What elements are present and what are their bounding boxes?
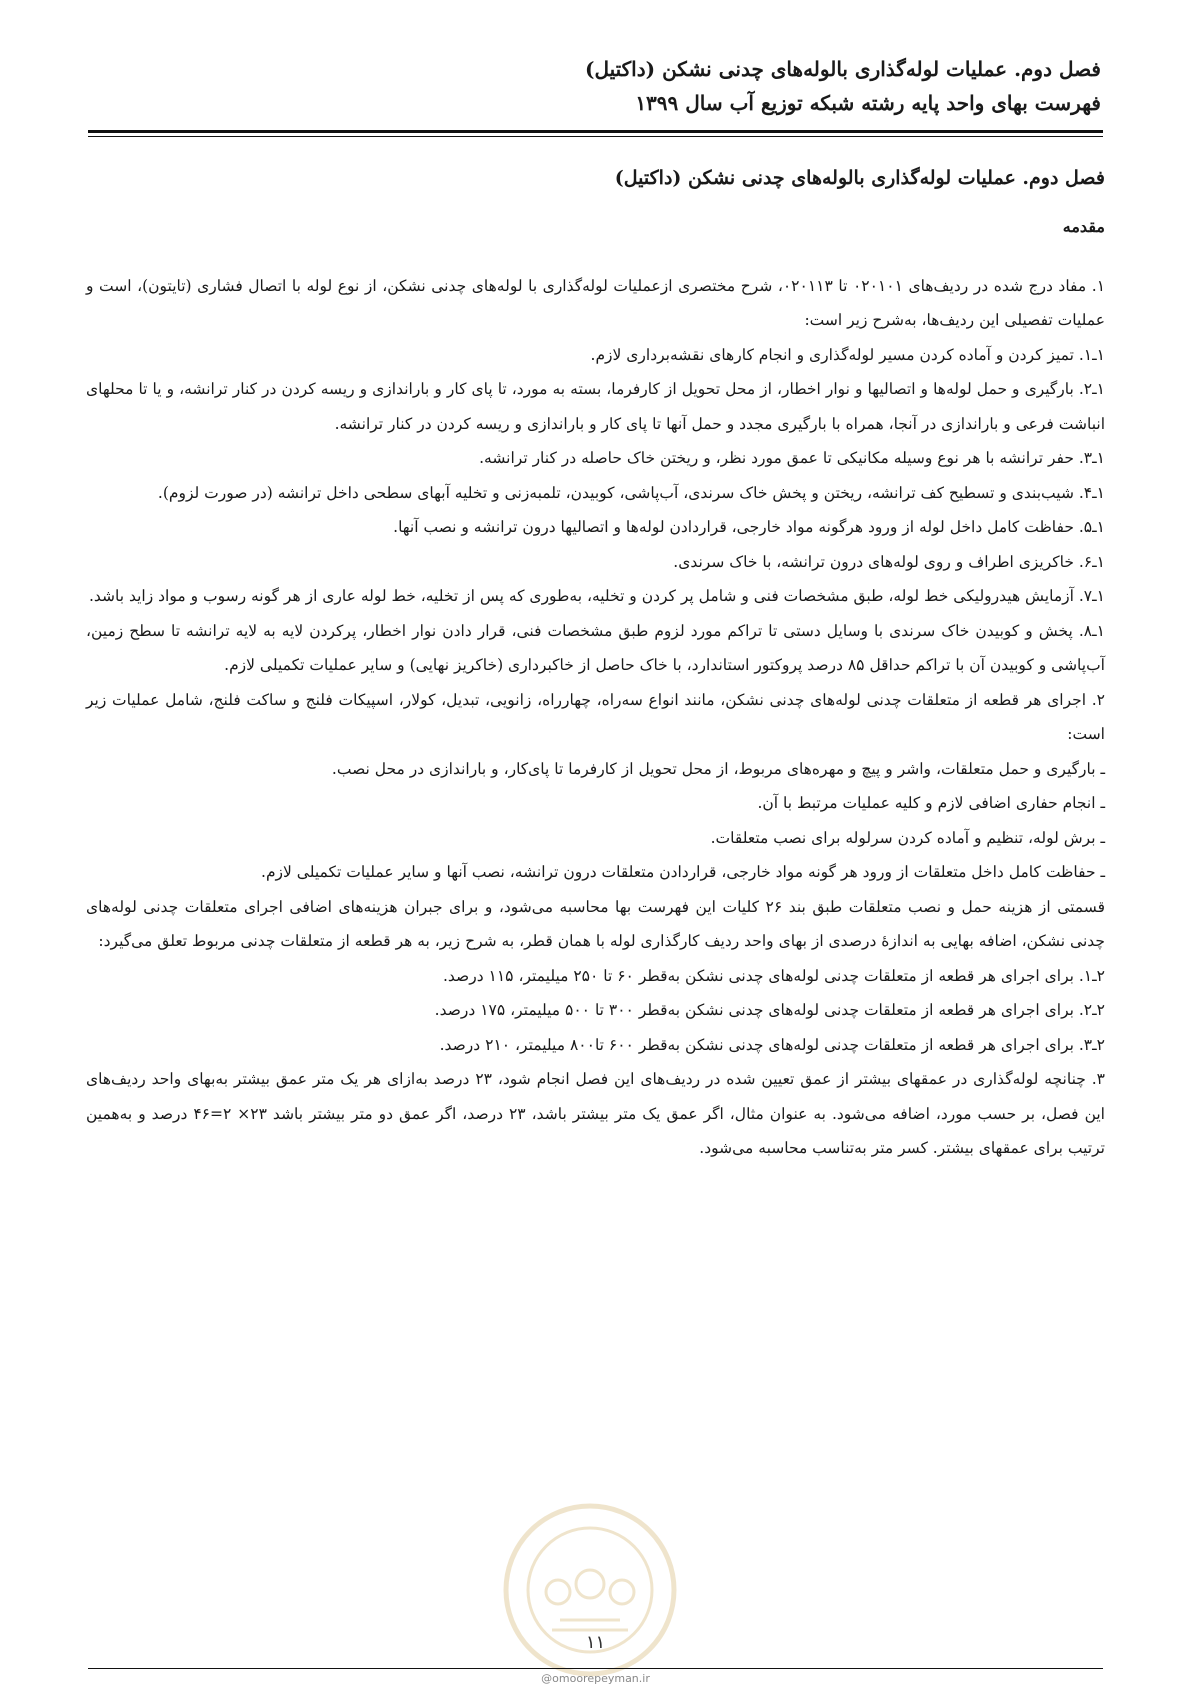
intro-heading: مقدمه (1062, 217, 1105, 236)
paragraph-1-2: ۱ـ۲. بارگیری و حمل لوله‌ها و اتصالیها و نوار اخطار، از محل تحویل از کارفرما، بسته به مورد، تا پای کار و باراندازی و ریسه کردن در کنار ترانشه، و یا تا محلهای انباشت فرعی و باراندازی در آنجا، همراه با بارگیری مجدد و حمل آنها تا پای کار و باراندازی و ریسه کردن در کنار ترانشه. (86, 380, 1105, 433)
main-content (86, 160, 1105, 1166)
page-number: ۱۱ (585, 1632, 606, 1653)
paragraph-1-8: ۱ـ۸. پخش و کوبیدن خاک سرندی با وسایل دستی تا تراکم مورد لزوم طبق مشخصات فنی، قرار دادن نوار اخطار، پرکردن لایه به لایه ترانشه تا سطح زمین، آب‌پاشی و کوبیدن آن با تراکم حداقل ۸۵ درصد پروکتور استاندارد، با خاک حاصل از خاکبرداری (خاکریز نهایی) و سایر عملیات تکمیلی لازم. (86, 621, 1105, 674)
header-rule-thin (88, 136, 1103, 137)
header-chapter-title: فصل دوم. عملیات لوله‌گذاری بالوله‌های چدنی نشکن (داکتیل) (584, 57, 1101, 81)
paragraph-2-1: ۲ـ۱. برای اجرای هر قطعه از متعلقات چدنی لوله‌های چدنی نشکن به‌قطر ۶۰ تا ۲۵۰ میلیمتر، ۱۱۵ درصد. (442, 966, 1105, 985)
paragraph-3: ۳. چنانچه لوله‌گذاری در عمقهای بیشتر از عمق تعیین شده در ردیف‌های این فصل انجام شود، ۲۳ درصد به‌ازای هر یک متر عمق بیشتر به‌بهای واحد ردیف‌های این فصل، بر حسب مورد، اضافه می‌شود. به عنوان مثال، اگر عمق یک متر بیشتر باشد، ۲۳ درصد، اگر عمق دو متر بیشتر باشد ۲۳× ۲=۴۶ درصد و به‌همین ترتیب برای عمقهای بیشتر. کسر متر به‌تناسب محاسبه می‌شود. (86, 1070, 1105, 1157)
watermark-seal-icon (500, 1500, 680, 1680)
paragraph-1-7: ۱ـ۷. آزمایش هیدرولیکی خط لوله، طبق مشخصات فنی و شامل پر کردن و تخلیه، به‌طوری که پس از تخلیه، خط لوله عاری از هر گونه رسوب و مواد زاید باشد. (88, 587, 1105, 605)
running-header (90, 52, 1101, 120)
paragraph-2-2: ۲ـ۲. برای اجرای هر قطعه از متعلقات چدنی لوله‌های چدنی نشکن به‌قطر ۳۰۰ تا ۵۰۰ میلیمتر، ۱۷۵ درصد. (434, 1001, 1105, 1019)
header-rule-thick (88, 130, 1103, 133)
paragraph-1-4: ۱ـ۴. شیب‌بندی و تسطیح کف ترانشه، ریختن و پخش خاک سرندی، آب‌پاشی، کوبیدن، تلمبه‌زنی و تخلیه آبهای سطحی داخل ترانشه (در صورت لزوم). (157, 483, 1105, 502)
paragraph-1-6: ۱ـ۶. خاکریزی اطراف و روی لوله‌های درون ترانشه، با خاک سرندی. (673, 552, 1105, 571)
paragraph-surcharge: قسمتی از هزینه حمل و نصب متعلقات طبق بند ۲۶ کلیات این فهرست بها محاسبه می‌شود، و برای جبران هزینه‌های اضافی اجرای متعلقات چدنی لوله‌های چدنی نشکن، اضافه بهایی به اندازهٔ درصدی از بهای واحد ردیف کارگذاری لوله با همان قطر، به شرح زیر، به هر قطعه از متعلقات چدنی مربوط تعلق می‌گیرد: (86, 897, 1105, 950)
bullet-cutting: ـ برش لوله، تنظیم و آماده کردن سرلوله برای نصب متعلقات. (710, 828, 1105, 847)
paragraph-1: ۱. مفاد درج شده در ردیف‌های ۰۲۰۱۰۱ تا ۰۲۰۱۱۳، شرح مختصری ازعملیات لوله‌گذاری با لوله‌های چدنی نشکن، از نوع لوله با اتصال فشاری (تایتون)، است و عملیات تفصیلی این ردیف‌ها، به‌شرح زیر است: (86, 276, 1106, 329)
paragraph-2: ۲. اجرای هر قطعه از متعلقات چدنی لوله‌های چدنی نشکن، مانند انواع سه‌راه، چهارراه، زانویی، تبدیل، کولار، اسپیکات فلنج و ساکت فلنج، شامل عملیات زیر است: (86, 690, 1105, 743)
footer-rule (88, 1668, 1103, 1669)
paragraph-1-1: ۱ـ۱. تمیز کردن و آماده کردن مسیر لوله‌گذاری و انجام کارهای نقشه‌برداری لازم. (590, 345, 1105, 364)
bullet-excavation: ـ انجام حفاری اضافی لازم و کلیه عملیات مرتبط با آن. (757, 794, 1105, 812)
bullet-loading: ـ بارگیری و حمل متعلقات، واشر و پیچ و مهره‌های مربوط، از محل تحویل از کارفرما تا پای‌کار، و باراندازی در محل نصب. (331, 759, 1105, 778)
bullet-protection: ـ حفاظت کامل داخل متعلقات از ورود هر گونه مواد خارجی، قراردادن متعلقات درون ترانشه، نصب آنها و سایر عملیات تکمیلی لازم. (261, 863, 1105, 881)
watermark-website: @omoorepeyman.ir (541, 1672, 650, 1685)
paragraph-1-5: ۱ـ۵. حفاظت کامل داخل لوله از ورود هرگونه مواد خارجی، قراردادن لوله‌ها و اتصالیها درون ترانشه و نصب آنها. (393, 518, 1105, 536)
paragraph-1-3: ۱ـ۳. حفر ترانشه با هر نوع وسیله مکانیکی تا عمق مورد نظر، و ریختن خاک حاصله در کنار ترانشه. (479, 449, 1105, 467)
header-document-title: فهرست بهای واحد پایه رشته شبکه توزیع آب سال ۱۳۹۹ (635, 91, 1101, 115)
paragraph-2-3: ۲ـ۳. برای اجرای هر قطعه از متعلقات چدنی لوله‌های چدنی نشکن به‌قطر ۶۰۰ تا۸۰۰ میلیمتر، ۲۱۰ درصد. (439, 1035, 1105, 1054)
chapter-title: فصل دوم. عملیات لوله‌گذاری بالوله‌های چدنی نشکن (داکتیل) (614, 167, 1105, 189)
